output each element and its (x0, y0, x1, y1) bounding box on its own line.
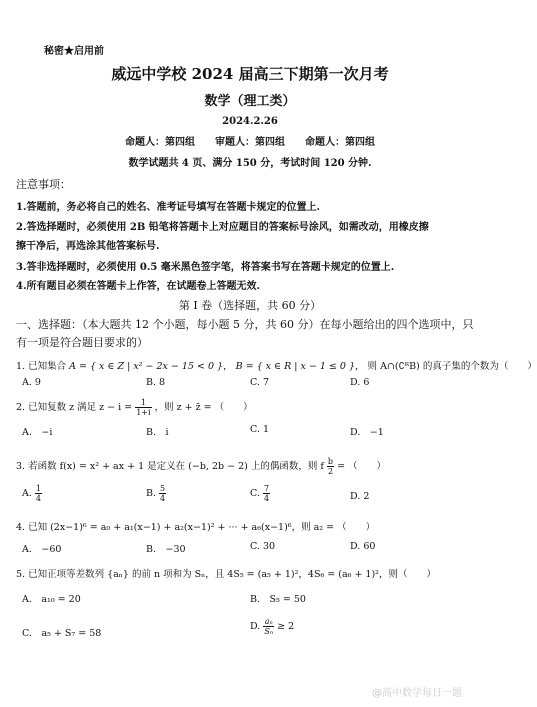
q3-option-a-frac (35, 484, 42, 503)
note-1: 1.答题前，务必将自己的姓名、准考证号填写在答题卡规定的位置上. (16, 202, 320, 213)
authors-line: 命题人：第四组 审题人：第四组 命题人：第四组 (125, 137, 375, 148)
question-4: 4. 已知 (2x−1)⁶ = a₀ + a₁(x−1) + a₂(x−1)² + ··· + a₆(x−1)⁶，则 a₂ = （ ） (16, 522, 376, 533)
exam-subtitle: 数学（理工类） (204, 94, 296, 109)
q5-option-d-frac (263, 617, 274, 636)
q3-b-den: 4 (160, 494, 166, 503)
exam-date: 2024.2.26 (222, 116, 278, 127)
q5-option-d (250, 617, 294, 636)
q2-frac-num: 1 (135, 398, 151, 408)
q1-expr: 则 A∩(∁ᴿB) 的真子集的个数为（ ） (367, 361, 537, 372)
exam-title: 威远中学校 2024 届高三下期第一次月考 (111, 65, 389, 83)
q3-frac-den: 2 (327, 467, 334, 476)
q5-option-b: B. S₅ = 50 (250, 594, 306, 605)
q4-option-a: A. −60 (22, 544, 62, 555)
q2-option-c: C. 1 (250, 424, 270, 435)
q5-d-tail: ≥ 2 (277, 621, 295, 632)
q1-set-b: B = { x ∈ R | x − 1 ≤ 0 } (235, 361, 356, 372)
secret-label: 秘密★启用前 (44, 46, 104, 57)
q3-text: 3. 若函数 f(x) = x² + ax + 1 是定义在 (−b, 2b − 2) 上的偶函数，则 f (16, 461, 324, 472)
q3-option-b (146, 484, 166, 503)
question-5: 5. 已知正项等差数列 {aₙ} 的前 n 项和为 Sₙ，且 4S₅ = (a₅ + 1)²，4S₆ = (a₆ + 1)²，则（ ） (16, 569, 436, 580)
watermark: @高中数学每日一题 (372, 688, 462, 699)
q3-c-den: 4 (263, 494, 270, 503)
q5-option-d-label: D. (250, 621, 261, 632)
q3-option-b-label: B. (146, 488, 157, 499)
q3-option-a (22, 484, 42, 503)
q2-prefix: 2. 已知复数 z 满足 z − i = (16, 402, 133, 413)
q3-option-b-frac (159, 484, 166, 503)
section-intro: 一、选择题：（本大题共 12 个小题，每小题 5 分，共 60 分）在每小题给出的四个选项中，只 (16, 318, 474, 331)
q3-a-den: 4 (35, 494, 42, 503)
q3-b-num: 5 (160, 484, 166, 493)
q5-d-num: aₙ (264, 617, 273, 626)
q1-option-b: B. 8 (146, 377, 166, 388)
q1-option-c: C. 7 (250, 377, 270, 388)
q2-suffix: ，则 z + z̄ = （ ） (154, 402, 253, 413)
q2-frac-den: 1+i (136, 408, 151, 417)
q3-option-d: D. 2 (350, 491, 370, 502)
q4-option-d: D. 60 (350, 541, 376, 552)
notes-title: 注意事项： (16, 178, 71, 191)
section-intro-cont: 有一项是符合题目要求的） (16, 336, 148, 349)
q3-fraction (327, 457, 334, 476)
q5-option-c: C. a₅ + S₇ = 58 (22, 628, 102, 639)
note-4: 4.所有题目必须在答题卡上作答，在试题卷上答题无效. (16, 281, 260, 292)
q2-fraction (135, 398, 151, 417)
q1-prefix: 1. 已知集合 (16, 361, 67, 372)
q3-option-c (250, 484, 270, 503)
q1-option-a: A. 9 (22, 377, 41, 388)
q3-text-after: = （ ） (337, 461, 387, 472)
q3-option-a-label: A. (22, 488, 32, 499)
q4-option-b: B. −30 (146, 544, 186, 555)
note-3: 3.答非选择题时，必须使用 0.5 毫米黑色签字笔，将答案书写在答题卡规定的位置上. (16, 262, 395, 273)
q4-option-c: C. 30 (250, 541, 276, 552)
q3-frac-num: b (327, 457, 334, 466)
q1-option-d: D. 6 (350, 377, 370, 388)
q3-option-c-label: C. (250, 488, 260, 499)
q3-c-num: 7 (263, 484, 270, 493)
q1-set-a: A = { x ∈ Z | x² − 2x − 15 < 0 } (69, 361, 224, 372)
question-1: 1. 已知集合 A = { x ∈ Z | x² − 2x − 15 < 0 }， B = { x ∈ R | x − 1 ≤ 0 }， 则 A∩(∁ᴿB) 的真子集的个数为（ ） (16, 361, 537, 372)
q3-a-num: 1 (35, 484, 42, 493)
question-2 (16, 398, 253, 417)
note-2: 2.答选择题时，必须使用 2B 铅笔将答题卡上对应题目的答案标号涂风，如需改动，用橡皮擦 (16, 222, 429, 233)
q2-option-d: D. −1 (350, 427, 384, 438)
q2-option-a: A. −i (22, 427, 53, 438)
exam-info: 数学试题共 4 页、满分 150 分，考试时间 120 分钟. (128, 158, 372, 169)
q3-option-c-frac (263, 484, 270, 503)
q5-option-a: A. a₁₀ = 20 (22, 594, 81, 605)
part-title: 第 I 卷（选择题，共 60 分） (178, 299, 322, 312)
note-2-cont: 擦干净后，再选涂其他答案标号. (16, 241, 160, 252)
q2-option-b: B. i (146, 427, 169, 438)
question-3 (16, 457, 386, 476)
q5-d-den: Sₙ (264, 627, 274, 636)
